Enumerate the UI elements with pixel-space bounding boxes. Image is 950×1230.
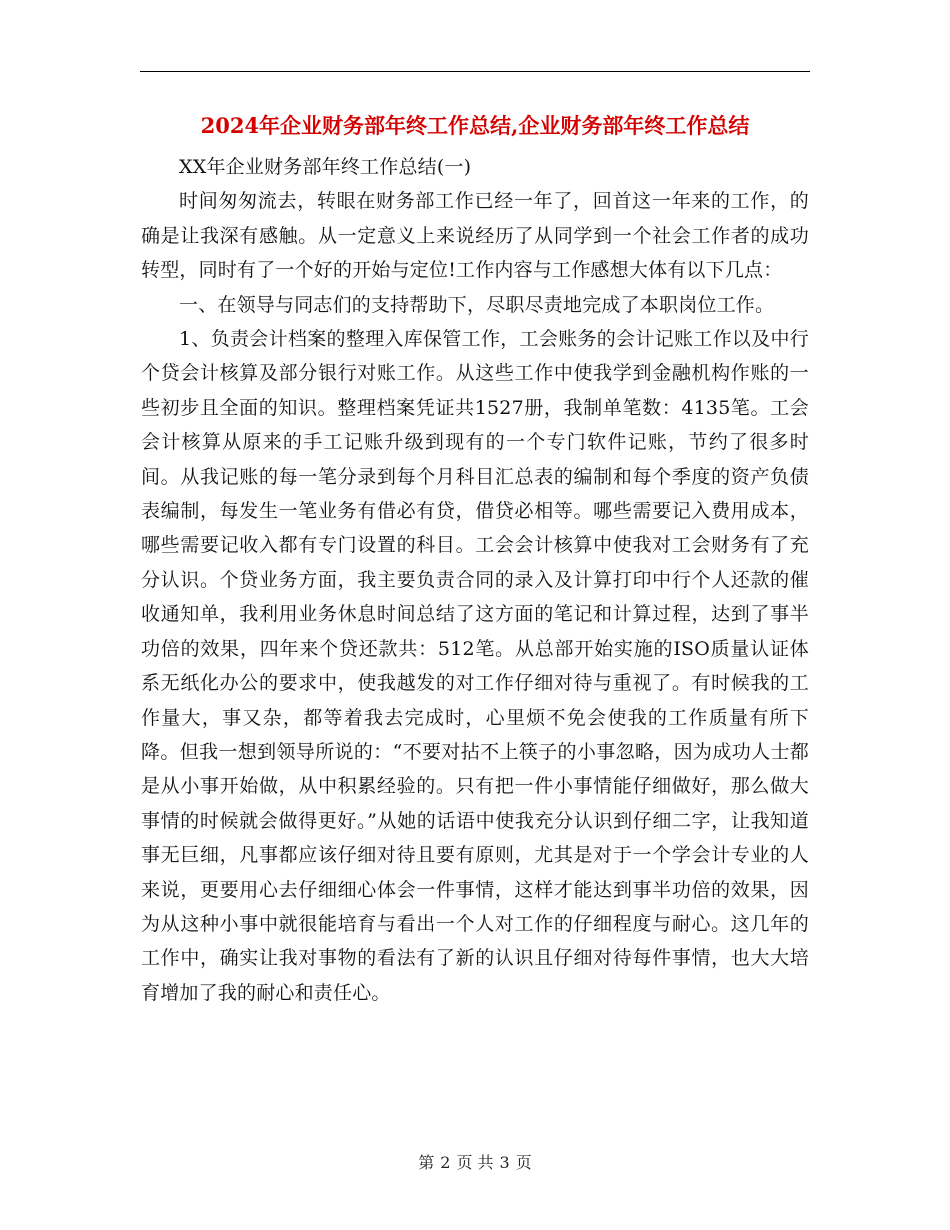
document-title: 2024年企业财务部年终工作总结,企业财务部年终工作总结 bbox=[200, 113, 750, 138]
paragraph-intro: 时间匆匆流去，转眼在财务部工作已经一年了，回首这一年来的工作，的确是让我深有感触。从一定意义上来说经历了从同学到一个社会工作者的成功转型，同时有了一个好的开始与定位!工作内容与工作感想大体有以下几点： bbox=[141, 190, 809, 282]
paragraph-point-one: 一、在领导与同志们的支持帮助下，尽职尽责地完成了本职岗位工作。 bbox=[179, 293, 775, 316]
header-rule bbox=[140, 71, 810, 72]
document-body bbox=[141, 150, 809, 1010]
footer-page-number: 2 bbox=[440, 1153, 451, 1172]
section-heading: XX年企业财务部年终工作总结(一) bbox=[179, 156, 472, 178]
footer-mid: 页 共 bbox=[456, 1153, 494, 1172]
footer-prefix: 第 bbox=[418, 1153, 435, 1172]
footer-page-total: 3 bbox=[499, 1153, 510, 1172]
footer-suffix: 页 bbox=[515, 1153, 532, 1172]
paragraph-detail: 1、负责会计档案的整理入库保管工作，工会账务的会计记账工作以及中行个贷会计核算及部分银行对账工作。从这些工作中使我学到金融机构作账的一些初步且全面的知识。整理档案凭证共1527册，我制单笔数：4135笔。工会会计核算从原来的手工记账升级到现有的一个专门软件记账，节约了很多时间。从我记账的每一笔分录到每个月科目汇总表的编制和每个季度的资产负债表编制，每发生一笔业务有借必有贷，借贷必相等。哪些需要记入费用成本，哪些需要记收入都有专门设置的科目。工会会计核算中使我对工会财务有了充分认识。个贷业务方面，我主要负责合同的录入及计算打印中行个人还款的催收通知单，我利用业务休息时间总结了这方面的笔记和计算过程，达到了事半功倍的效果，四年来个贷还款共：512笔。从总部开始实施的ISO质量认证体系无纸化办公的要求中，使我越发的对工作仔细对待与重视了。有时候我的工作量大，事又杂，都等着我去完成时，心里烦不免会使我的工作质量有所下降。但我一想到领导所说的：“不要对拈不上筷子的小事忽略，因为成功人士都是从小事开始做，从中积累经验的。只有把一件小事情能仔细做好，那么做大事情的时候就会做得更好。”从她的话语中使我充分认识到仔细二字，让我知道事无巨细，凡事都应该仔细对待且要有原则，尤其是对于一个学会计专业的人来说，更要用心去仔细细心体会一件事情，这样才能达到事半功倍的效果，因为从这种小事中就很能培育与看出一个人对工作的仔细程度与耐心。这几年的工作中，确实让我对事物的看法有了新的认识且仔细对待每件事情，也大大培育增加了我的耐心和责任心。 bbox=[141, 328, 809, 1004]
page-footer bbox=[0, 1152, 950, 1174]
